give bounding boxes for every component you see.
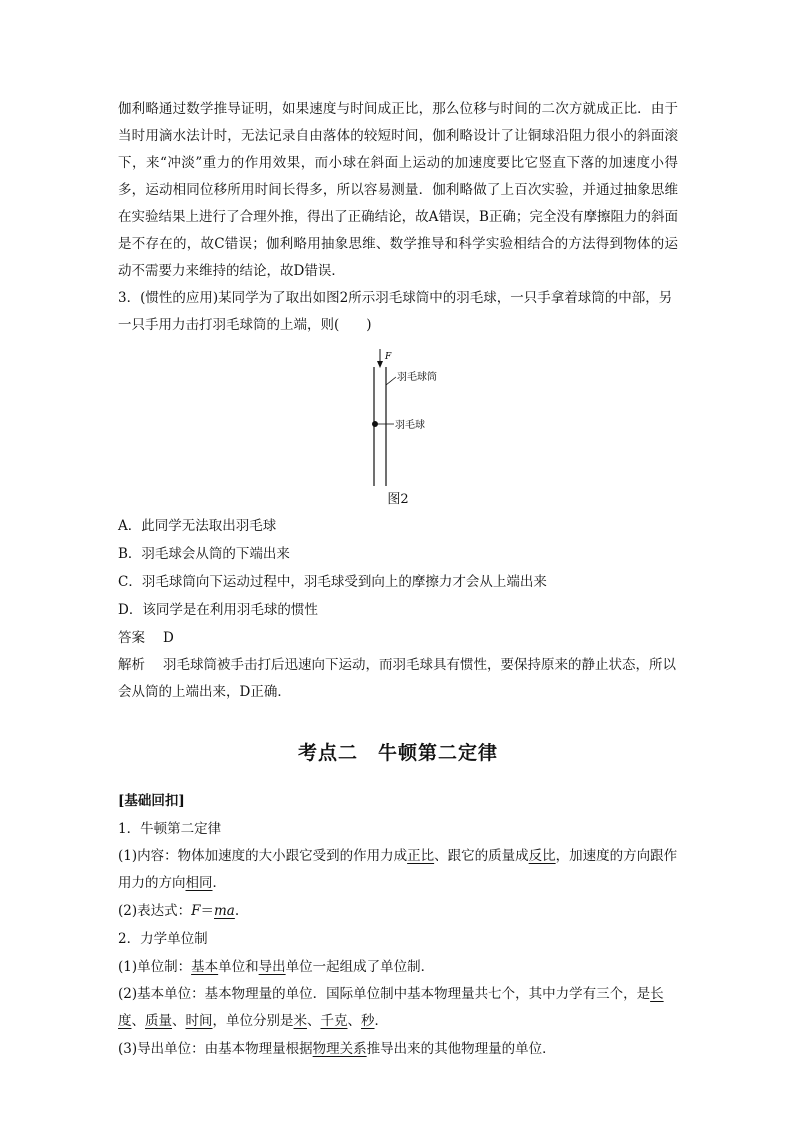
base-mid: ，单位分别是 <box>212 1013 294 1029</box>
base-end: ． <box>374 1013 388 1029</box>
formula-end: . <box>234 903 240 919</box>
unit-prefix: (1)单位制： <box>118 959 192 975</box>
content-column <box>118 96 678 1063</box>
option-c: C．羽毛球筒向下运动过程中，羽毛球受到向上的摩擦力才会从上端出来 <box>118 574 547 590</box>
formula-ma: ma <box>214 903 235 919</box>
blank-changdu: 长度 <box>118 986 664 1029</box>
item2-derived-units <box>118 1035 678 1063</box>
analysis-paragraph <box>118 652 678 706</box>
answer-label: 答案 <box>118 630 145 646</box>
item1-content-prefix: (1)内容：物体加速度的大小跟它受到的作用力成 <box>118 848 408 864</box>
tube-label: 羽毛球筒 <box>397 372 437 383</box>
force-arrow-head <box>377 361 383 368</box>
unit-mid: 单位和 <box>218 959 259 975</box>
figure-2 <box>118 343 678 488</box>
badminton-tube-diagram <box>118 343 678 488</box>
item1-heading: 1．牛顿第二定律 <box>118 821 222 837</box>
item2-base-units <box>118 981 678 1035</box>
question-3-stem: 3．(惯性的应用)某同学为了取出如图2所示羽毛球筒中的羽毛球，一只手拿着球筒的中部，另一只手用力击打羽毛球筒的上端，则( ) <box>118 290 673 333</box>
force-label: F <box>385 352 392 362</box>
shuttlecock-dot <box>372 421 378 427</box>
option-a: A．此同学无法取出羽毛球 <box>118 518 277 534</box>
sep-4: 、 <box>347 1013 361 1029</box>
answer-line <box>118 624 678 652</box>
blank-shijian: 时间 <box>185 1013 213 1029</box>
item1-content-mid: 、跟它的质量成 <box>434 848 529 864</box>
intro-paragraph: 伽利略通过数学推导证明，如果速度与时间成正比，那么位移与时间的二次方就成正比．由于当时用滴水法计时，无法记录自由落体的较短时间，伽利略设计了让铜球沿阻力很小的斜面滚下，来“冲淡”重力的作用效果，而小球在斜面上运动的加速度要比它竖直下落的加速度小得多，运动相同位移所用时间长得多，所以容易测量．伽利略做了上百次实验，并通过抽象思维在实验结果上进行了合理外推，得出了正确结论，故A错误，B正确；完全没有摩擦阻力的斜面是不存在的，故C错误；伽利略用抽象思维、数学推导和科学实验相结合的方法得到物体的运动不需要力来维持的结论，故D错误． <box>118 101 678 279</box>
blank-miao: 秒 <box>361 1013 375 1029</box>
blank-jiben: 基本 <box>191 959 219 975</box>
blank-zhengbi: 正比 <box>407 848 435 864</box>
item2-heading: 2．力学单位制 <box>118 931 208 947</box>
option-b: B．羽毛球会从筒的下端出来 <box>118 546 290 562</box>
derived-end: 推导出来的其他物理量的单位． <box>366 1041 556 1057</box>
blank-fanbi: 反比 <box>528 848 556 864</box>
sep-1: 、 <box>131 1013 145 1029</box>
analysis-label: 解析 <box>118 657 145 673</box>
answer-value: D <box>163 630 174 646</box>
item1-content-mid2: ，加速度的方向跟作用力的方向 <box>118 848 678 891</box>
item1-content <box>118 843 678 897</box>
derived-prefix: (3)导出单位：由基本物理量根据 <box>118 1041 313 1057</box>
item1-formula <box>118 897 678 925</box>
ball-label: 羽毛球 <box>395 420 425 431</box>
item1-content-end: ． <box>212 875 226 891</box>
unit-end: 单位一起组成了单位制． <box>285 959 435 975</box>
sep-2: 、 <box>172 1013 186 1029</box>
base-text: (2)基本单位：基本物理量的单位．国际单位制中基本物理量共七个，其中力学有三个，是 <box>118 986 651 1002</box>
formula-eq: ＝ <box>200 903 214 919</box>
blank-xiangtong: 相同 <box>185 875 213 891</box>
formula-f: F <box>191 903 201 919</box>
blank-daochu: 导出 <box>258 959 286 975</box>
blank-qianke: 千克 <box>320 1013 348 1029</box>
blank-guanxi: 物理关系 <box>312 1041 367 1057</box>
section-title: 考点二 牛顿第二定律 <box>297 742 498 764</box>
basics-label: [基础回扣] <box>118 793 185 809</box>
item2-unit-system <box>118 953 678 981</box>
tube-leader-line <box>386 377 396 385</box>
formula-prefix: (2)表达式： <box>118 903 192 919</box>
figure-caption: 图2 <box>387 492 409 507</box>
blank-mi: 米 <box>293 1013 307 1029</box>
sep-3: 、 <box>307 1013 321 1029</box>
option-d: D．该同学是在利用羽毛球的惯性 <box>118 602 318 618</box>
blank-zhiliang: 质量 <box>145 1013 172 1029</box>
analysis-text: 羽毛球筒被手击打后迅速向下运动，而羽毛球具有惯性，要保持原来的静止状态，所以会从筒的上端出来，D正确． <box>118 657 676 700</box>
